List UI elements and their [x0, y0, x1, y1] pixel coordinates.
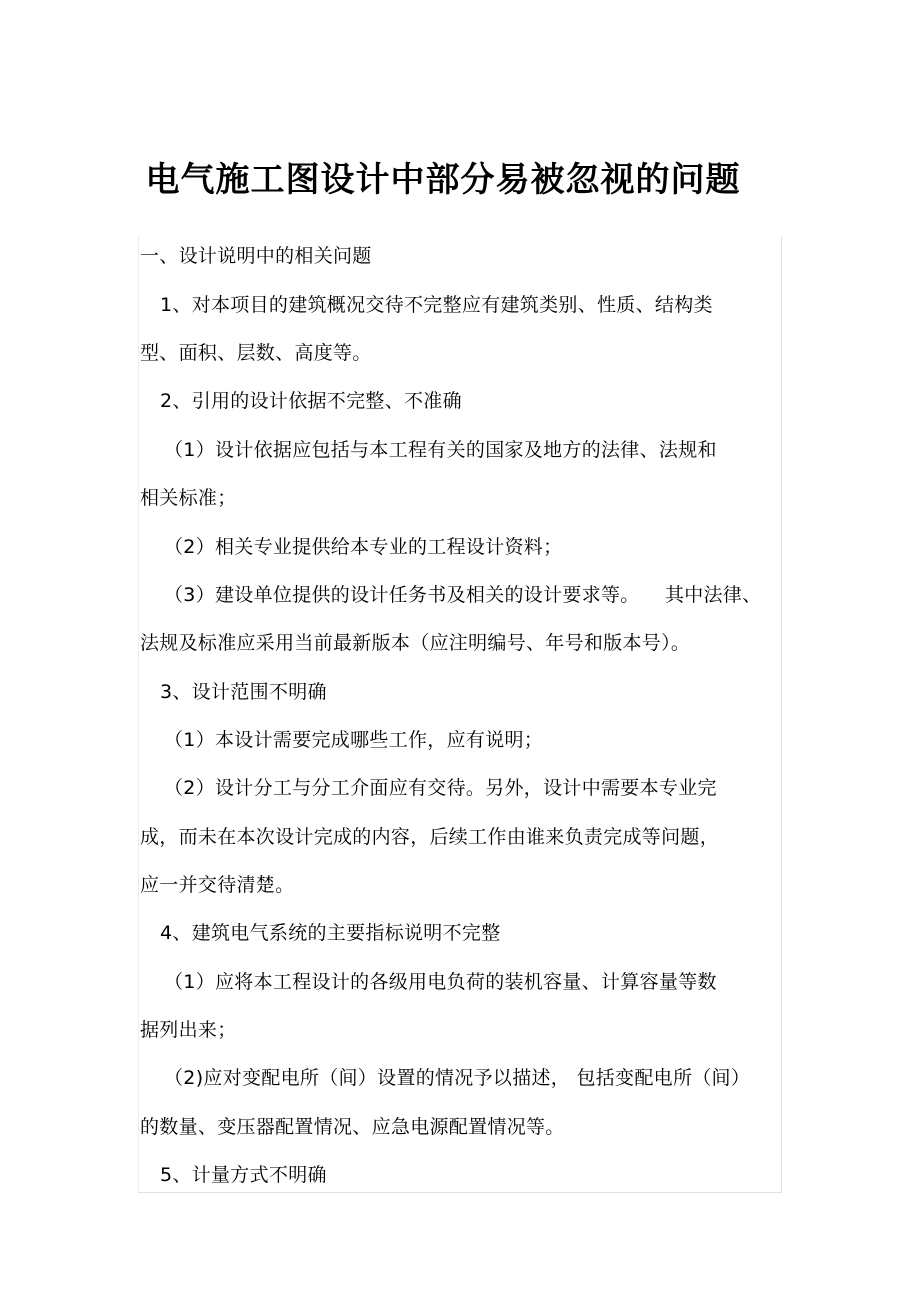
paragraph-line: （1）应将本工程设计的各级用电负荷的装机容量、计算容量等数	[164, 971, 717, 993]
paragraph-line: （2）设计分工与分工介面应有交待。另外，设计中需要本专业完	[164, 777, 717, 799]
paragraph-line: 应一并交待清楚。	[140, 874, 295, 896]
paragraph-line: （1）本设计需要完成哪些工作，应有说明；	[164, 729, 544, 751]
paragraph-line: 的数量、变压器配置情况、应急电源配置情况等。	[140, 1116, 565, 1138]
paragraph-line: 1、对本项目的建筑概况交待不完整应有建筑类别、性质、结构类	[160, 294, 713, 316]
content-frame	[138, 236, 782, 1193]
subsection-heading: 4、建筑电气系统的主要指标说明不完整	[160, 922, 501, 944]
paragraph-line: 法规及标准应采用当前最新版本（应注明编号、年号和版本号）。	[140, 632, 691, 654]
paragraph-line: （1）设计依据应包括与本工程有关的国家及地方的法律、法规和	[164, 439, 717, 461]
paragraph-line: 成，而未在本次设计完成的内容，后续工作由谁来负责完成等问题，	[140, 826, 720, 848]
subsection-heading: 5、计量方式不明确	[160, 1164, 327, 1186]
paragraph-line: （3）建设单位提供的设计任务书及相关的设计要求等。 其中法律、	[164, 584, 762, 606]
paragraph-line: 型、面积、层数、高度等。	[140, 342, 372, 364]
paragraph-line: 相关标准；	[140, 487, 237, 509]
section-heading: 一、设计说明中的相关问题	[140, 245, 372, 267]
subsection-heading: 2、引用的设计依据不完整、不准确	[160, 390, 462, 412]
paragraph-line: 据列出来；	[140, 1019, 237, 1041]
subsection-heading: 3、设计范围不明确	[160, 681, 327, 703]
document-title: 电气施工图设计中部分易被忽视的问题	[145, 160, 741, 200]
paragraph-line: （2）相关专业提供给本专业的工程设计资料；	[164, 536, 563, 558]
paragraph-line: （2)应对变配电所（间）设置的情况予以描述， 包括变配电所（间）	[164, 1067, 751, 1089]
